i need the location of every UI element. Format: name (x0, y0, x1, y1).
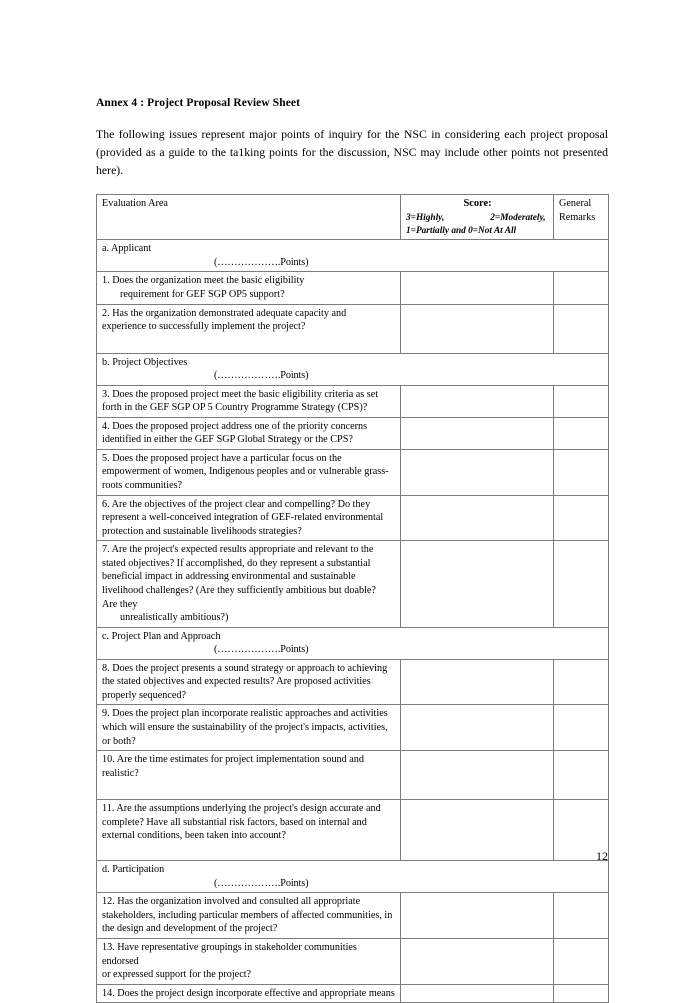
remarks-input-cell[interactable] (554, 449, 609, 495)
table-row (97, 495, 609, 541)
table-row (97, 449, 609, 495)
remarks-input-cell[interactable] (554, 417, 609, 449)
remarks-input-cell[interactable] (554, 385, 609, 417)
table-body (97, 240, 609, 1003)
question-line: 4. Does the proposed project address one of the priority concerns (102, 420, 368, 432)
evaluation-question-5 (97, 449, 401, 495)
question-line: experience to successfully implement the project? (102, 321, 306, 333)
score-input-cell[interactable] (401, 541, 554, 627)
question-line: 14. Does the project design incorporate effective and appropriate means (102, 987, 395, 999)
table-row (97, 304, 609, 353)
table-header-row (97, 195, 609, 240)
question-line: or expressed support for the project? (102, 969, 252, 981)
question-line: 9. Does the project plan incorporate realistic approaches and activities (102, 708, 388, 720)
column-header-score (401, 195, 554, 240)
question-line: 8. Does the project presents a sound strategy or approach to achieving (102, 662, 388, 674)
section-label: a. Applicant (102, 243, 152, 255)
evaluation-question-4 (97, 417, 401, 449)
evaluation-question-7 (97, 541, 401, 627)
question-line: roots communities? (102, 480, 183, 491)
section-header-row (97, 353, 609, 385)
question-line: or both? (102, 735, 136, 747)
question-line: properly sequenced? (102, 689, 187, 701)
score-input-cell[interactable] (401, 495, 554, 541)
remarks-input-cell[interactable] (554, 541, 609, 627)
question-line: 5. Does the proposed project have a particular focus on the (102, 452, 342, 464)
intro-paragraph: The following issues represent major points of inquiry for the NSC in considering each project proposal (provided as a guide to the ta1king points for the discussion, NSC may include other points not presented here). (96, 127, 608, 178)
score-input-cell[interactable] (401, 417, 554, 449)
score-title: Score: (463, 198, 492, 210)
question-line: complete? Have all substantial risk factors, based on internal and (102, 816, 367, 828)
question-line: livelihood challenges? (Are they sufficiently ambitious but doable? (102, 584, 376, 596)
evaluation-question-11 (97, 800, 401, 861)
review-sheet-table (96, 194, 609, 1003)
question-line: identified in either the GEF SGP Global Strategy or the CPS? (102, 434, 353, 446)
question-line: 3. Does the proposed project meet the basic eligibility criteria as set (102, 388, 379, 400)
evaluation-question-13 (97, 938, 401, 984)
section-header-3 (97, 627, 609, 659)
evaluation-question-8 (97, 659, 401, 705)
table-row (97, 385, 609, 417)
page-number: 12 (596, 849, 608, 863)
question-line: the stated objectives and expected results? Are proposed activities (102, 676, 371, 688)
section-points-placeholder: (……………….Points) (214, 644, 309, 656)
score-input-cell[interactable] (401, 659, 554, 705)
score-legend (406, 212, 549, 237)
score-input-cell[interactable] (401, 800, 554, 861)
question-line: 7. Are the project's expected results appropriate and relevant to the (102, 544, 374, 556)
page-title: Annex 4 : Project Proposal Review Sheet (96, 97, 301, 109)
table-row (97, 705, 609, 751)
remarks-input-cell[interactable] (554, 751, 609, 800)
question-line: 12. Has the organization involved and consulted all appropriate (102, 896, 361, 908)
section-header-row (97, 861, 609, 893)
table-row (97, 272, 609, 304)
table-row (97, 659, 609, 705)
score-input-cell[interactable] (401, 984, 554, 1003)
column-header-evaluation-area: Evaluation Area (97, 195, 401, 240)
question-line: Are they (102, 598, 138, 610)
question-line: 10. Are the time estimates for project implementation sound and (102, 754, 364, 766)
section-label: b. Project Objectives (102, 356, 188, 368)
score-legend-moderately: 2=Moderately, (490, 212, 546, 223)
question-line: protection and sustainable livelihoods strategies? (102, 525, 302, 537)
question-line: 13. Have representative groupings in stakeholder communities endorsed (102, 941, 357, 967)
table-row (97, 417, 609, 449)
remarks-input-cell[interactable] (554, 495, 609, 541)
remarks-input-cell[interactable] (554, 984, 609, 1003)
table-row (97, 541, 609, 627)
section-header-1 (97, 240, 609, 272)
question-line: unrealistically ambitious?) (120, 612, 229, 624)
question-line: 2. Has the organization demonstrated adequate capacity and (102, 307, 347, 319)
evaluation-question-2 (97, 304, 401, 353)
table-header (97, 195, 609, 240)
score-input-cell[interactable] (401, 751, 554, 800)
section-points-placeholder: (……………….Points) (214, 256, 309, 268)
score-input-cell[interactable] (401, 705, 554, 751)
score-legend-row-1 (406, 212, 549, 225)
score-input-cell[interactable] (401, 938, 554, 984)
section-header-row (97, 240, 609, 272)
question-line: 1. Does the organization meet the basic eligibility (102, 275, 305, 287)
score-input-cell[interactable] (401, 304, 554, 353)
section-header-4 (97, 861, 609, 893)
question-line: represent a well-conceived integration of GEF-related environmental (102, 512, 384, 524)
remarks-input-cell[interactable] (554, 272, 609, 304)
question-line: which will ensure the sustainability of the project's impacts, activities, (102, 722, 388, 733)
evaluation-question-3 (97, 385, 401, 417)
question-line: realistic? (102, 767, 139, 779)
section-points-placeholder: (……………….Points) (214, 370, 309, 382)
table-row (97, 938, 609, 984)
section-label: d. Participation (102, 864, 165, 876)
evaluation-question-6 (97, 495, 401, 541)
question-line: forth in the GEF SGP OP 5 Country Programme Strategy (CPS)? (102, 402, 368, 414)
score-legend-highly: 3=Highly, (406, 212, 445, 223)
question-line: 11. Are the assumptions underlying the project's design accurate and (102, 803, 381, 815)
remarks-input-cell[interactable] (554, 705, 609, 751)
evaluation-question-9 (97, 705, 401, 751)
question-line: beneficial impact in addressing environmental and sustainable (102, 571, 356, 583)
table-row (97, 984, 609, 1003)
evaluation-question-14 (97, 984, 401, 1003)
remarks-input-cell[interactable] (554, 659, 609, 705)
question-line: empowerment of women, Indigenous peoples and or vulnerable grass- (102, 466, 389, 478)
question-line: 6. Are the objectives of the project clear and compelling? Do they (102, 498, 371, 510)
score-legend-row-2: 1=Partially and 0=Not At All (406, 225, 517, 236)
question-line: stakeholders, including particular members of affected communities, in (102, 909, 393, 921)
section-label: c. Project Plan and Approach (102, 630, 221, 642)
score-input-cell[interactable] (401, 272, 554, 304)
section-points-placeholder: (……………….Points) (214, 877, 309, 889)
section-header-row (97, 627, 609, 659)
question-line: stated objectives? If accomplished, do they represent a substantial (102, 557, 371, 569)
evaluation-question-10 (97, 751, 401, 800)
column-header-general-remarks: General Remarks (554, 195, 609, 240)
score-input-cell[interactable] (401, 449, 554, 495)
table-row (97, 800, 609, 861)
section-header-2 (97, 353, 609, 385)
remarks-input-cell[interactable] (554, 938, 609, 984)
score-input-cell[interactable] (401, 385, 554, 417)
question-line: external conditions, been taken into account? (102, 830, 286, 842)
question-line: the design and development of the project? (102, 923, 278, 935)
remarks-input-cell[interactable] (554, 304, 609, 353)
evaluation-question-1 (97, 272, 401, 304)
table-row (97, 751, 609, 800)
question-line: requirement for GEF SGP OP5 support? (120, 288, 285, 300)
